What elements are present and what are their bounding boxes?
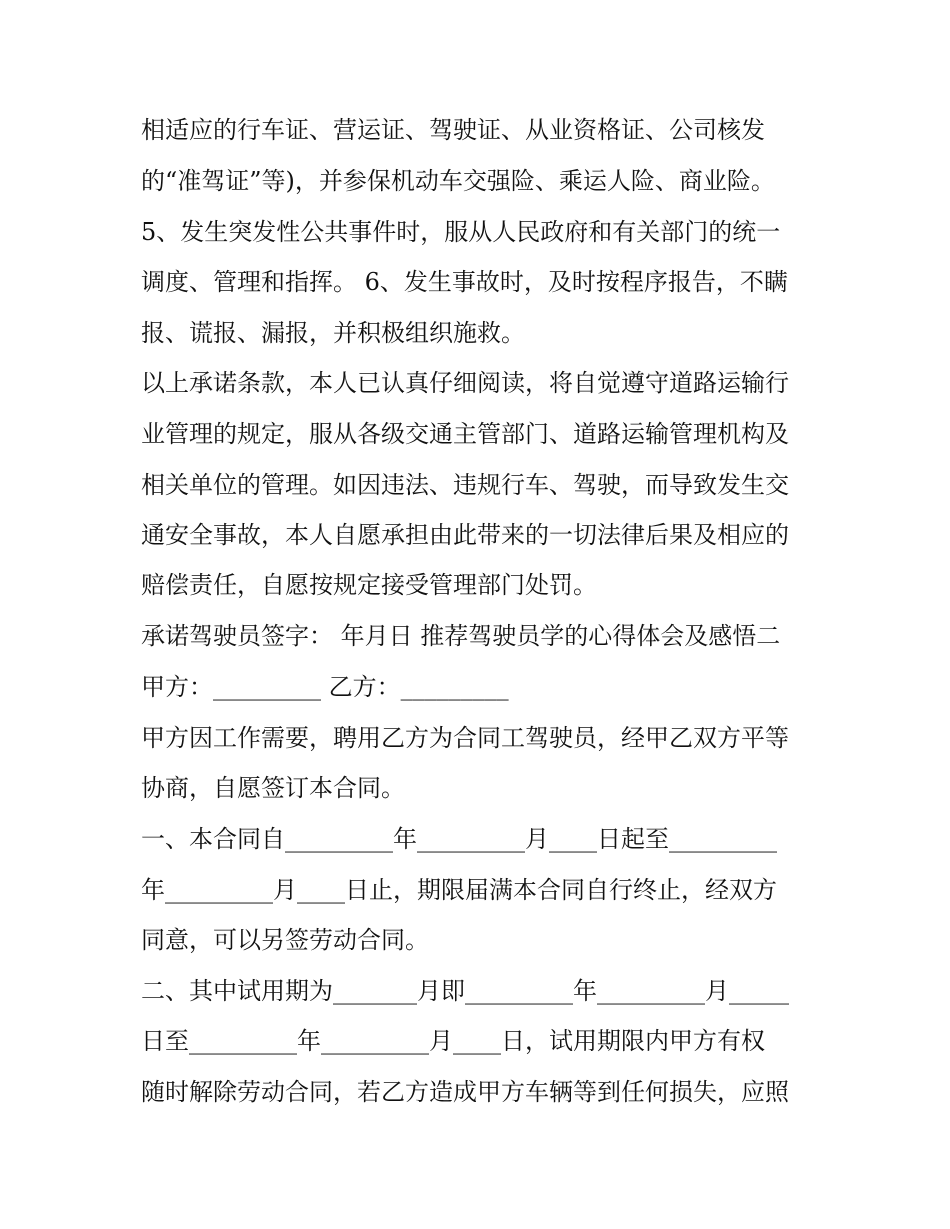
text-line: 相关单位的管理。如因违法、违规行车、驾驶，而导致发生交	[141, 471, 789, 499]
text-line: 承诺驾驶员签字： 年月日 推荐驾驶员学的心得体会及感悟二	[141, 622, 781, 650]
text-line: 年_________月____日止，期限届满本合同自行终止，经双方	[141, 876, 777, 904]
text-line: 协商，自愿签订本合同。	[141, 774, 405, 802]
text-line: 一、本合同自_________年_________月____日起至_________	[141, 825, 777, 853]
text-line: 二、其中试用期为_______月即_________年_________月_____	[141, 977, 789, 1005]
text-line: 日至_________年_________月____日，试用期限内甲方有权	[141, 1027, 765, 1055]
text-line: 甲方：_________ 乙方：_________	[141, 673, 509, 701]
text-line: 以上承诺条款，本人已认真仔细阅读，将自觉遵守道路运输行	[141, 369, 789, 397]
text-line: 5、发生突发性公共事件时，服从人民政府和有关部门的统一	[141, 218, 781, 246]
text-line: 甲方因工作需要，聘用乙方为合同工驾驶员，经甲乙双方平等	[141, 724, 789, 752]
text-line: 相适应的行车证、营运证、驾驶证、从业资格证、公司核发	[141, 116, 765, 144]
text-line: 业管理的规定，服从各级交通主管部门、道路运输管理机构及	[141, 420, 789, 448]
text-line: 通安全事故，本人自愿承担由此带来的一切法律后果及相应的	[141, 521, 789, 549]
text-line: 的“准驾证”等)，并参保机动车交强险、乘运人险、商业险。	[141, 167, 775, 195]
text-line: 赔偿责任，自愿按规定接受管理部门处罚。	[141, 571, 597, 599]
text-line: 同意，可以另签劳动合同。	[141, 926, 429, 954]
text-line: 随时解除劳动合同，若乙方造成甲方车辆等到任何损失，应照	[141, 1078, 789, 1106]
text-line: 调度、管理和指挥。 6、发生事故时，及时按程序报告，不瞒	[141, 268, 788, 296]
text-line: 报、谎报、漏报，并积极组织施救。	[141, 319, 525, 347]
